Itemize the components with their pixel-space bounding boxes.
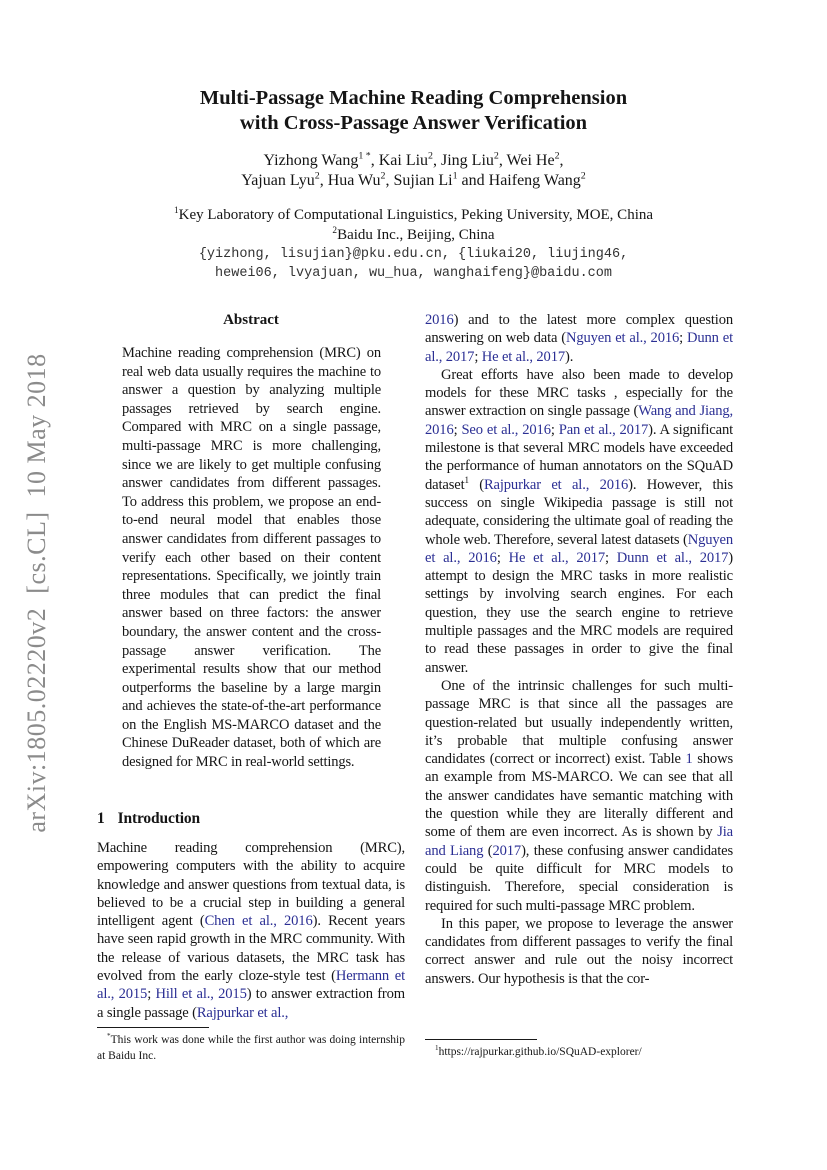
- citation-link[interactable]: Rajpurkar et al., 2016: [483, 476, 629, 493]
- paper-title-line2: with Cross-Passage Answer Verification: [239, 112, 588, 134]
- text-run: https://rajpurkar.github.io/SQuAD-explorer/: [438, 1046, 642, 1058]
- section-number: 1: [97, 810, 105, 827]
- text-run: 1: [452, 170, 458, 182]
- text-run: , Sujian Li: [385, 172, 453, 189]
- footnote-rule: [425, 1039, 537, 1040]
- text-run: (: [483, 842, 493, 859]
- text-run: ;: [550, 421, 559, 438]
- text-run: 2: [380, 170, 386, 182]
- text-run: ). Recent years have seen rapid growth in the MRC community. With the release of various datasets, the MRC task has evolved from the early cloze-style test (: [97, 913, 405, 985]
- citation-link[interactable]: Nguyen et al., 2016: [565, 330, 680, 347]
- text-run: Yizhong Wang: [263, 152, 359, 169]
- paper-title-line1: Multi-Passage Machine Reading Comprehension: [199, 87, 628, 109]
- citation-link[interactable]: Pan et al., 2017: [558, 421, 649, 438]
- text-run: , Jing Liu: [433, 152, 494, 169]
- abstract-heading: Abstract: [223, 312, 279, 328]
- abstract-body: [122, 344, 381, 790]
- text-run: Machine reading comprehension (MRC) on real web data usually requires the machine to answer a question by analyzing multiple passages retrieved by search engine. Compared with MRC on a single passage, multi-passage MRC is more challenging, since we are likely to get multiple confusing answer candidates from different passages. To address this problem, we propose an end-to-end neural model that enables those answer candidates from different passages to verify each other based on their content representations. Specifically, we jointly train three modules that can predict the final answer based on three factors: the answer boundary, the answer content and the cross-passage answer verification. The experimental results show that our method outperforms the baseline by a large margin and achieves the state-of-the-art performance on the English MS-MARCO dataset and the Chinese DuReader dataset, both of which are designed for MRC in real-world settings.: [122, 345, 381, 771]
- text-run: 1 *: [358, 150, 371, 162]
- citation-link[interactable]: Dunn et al., 2017: [425, 330, 733, 365]
- citation-link[interactable]: Seo et al., 2016: [461, 421, 551, 438]
- text-run: Machine reading comprehension (MRC), empowering computers with the ability to acquire knowledge and answer questions from textual data, is believed to be a crucial step in building a general intelligent agent (: [97, 840, 405, 930]
- text-run: , Hua Wu: [319, 172, 381, 189]
- text-run: 2: [428, 150, 433, 162]
- paragraph: [425, 677, 733, 915]
- text-run: 2: [580, 170, 586, 182]
- right-column-flow: [425, 311, 733, 1025]
- citation-link[interactable]: He et al., 2017: [508, 549, 605, 566]
- citation-link[interactable]: Hill et al., 2015: [155, 986, 247, 1003]
- text-run: ), these confusing answer candidates could be quite difficult for MRC models to distinguish. Therefore, special consideration is required for such multi-passage MRC problem.: [425, 842, 733, 914]
- text-run: Baidu Inc., Beijing, China: [337, 226, 495, 243]
- section-heading-introduction: [97, 809, 405, 828]
- citation-link[interactable]: 2016: [425, 312, 454, 328]
- text-run: ;: [147, 986, 156, 1003]
- text-run: 1: [173, 206, 179, 216]
- text-run: ;: [605, 549, 617, 566]
- text-run: Key Laboratory of Computational Linguistics, Peking University, MOE, China: [178, 207, 654, 223]
- paper-header: [47, 86, 780, 283]
- text-run: , Kai Liu: [370, 152, 429, 169]
- text-run: Great efforts have also been made to develop models for these MRC tasks , especially for the answer extraction on single passage (: [425, 366, 733, 420]
- text-run: ;: [474, 348, 482, 365]
- footnote-left: [97, 1027, 405, 1064]
- arxiv-watermark: arXiv:1805.02220v2 [cs.CL] 10 May 2018: [22, 353, 51, 833]
- text-run: ,: [559, 152, 564, 169]
- email-line: {yizhong, lisujian}@pku.edu.cn, {liukai20, liujing46,: [198, 247, 629, 262]
- citation-link[interactable]: 1: [685, 751, 693, 768]
- paragraph: [425, 311, 733, 366]
- text-run: This work was done while the first author was doing internship at Baidu Inc.: [97, 1034, 405, 1062]
- text-run: ;: [496, 549, 509, 566]
- text-run: shows an example from MS-MARCO. We can see that all the answer candidates have semantic matching with the question while they are literally different and some of them are even incorrect. As is shown by: [425, 751, 733, 841]
- text-run: and Haifeng Wang: [457, 172, 581, 189]
- paragraph: [97, 839, 405, 1022]
- text-run: ) attempt to design the MRC tasks in more realistic settings by involving search engines. For each question, they use the search engine to retrieve multiple passages and the MRC models are required to read these passages in order to give the final answer.: [425, 549, 733, 676]
- text-run: 2: [332, 225, 338, 236]
- citation-link[interactable]: Hermann et al., 2015: [97, 968, 405, 1003]
- citation-link[interactable]: He et al., 2017: [481, 348, 565, 365]
- text-run: 1: [464, 474, 469, 485]
- affiliation-line: [47, 206, 780, 226]
- footnote-text: [97, 1033, 405, 1064]
- text-run: ;: [679, 330, 687, 347]
- citation-link[interactable]: Chen et al., 2016: [204, 913, 313, 930]
- citation-link[interactable]: Jia and Liang: [425, 824, 733, 859]
- footnote-rule: [97, 1027, 209, 1028]
- introduction-body: [97, 839, 405, 1025]
- abstract-paragraph: [122, 344, 381, 772]
- author-line: [47, 151, 780, 171]
- text-run: 2: [554, 150, 560, 162]
- text-run: 2: [314, 170, 320, 182]
- text-run: One of the intrinsic challenges for such multi-passage MRC is that since all the passages are question-related but usually independently written, it’s probable that multiple confusing answer candidates (correct or incorrect) exist. Table: [425, 677, 733, 768]
- citation-link[interactable]: Dunn et al., 2017: [616, 549, 729, 566]
- right-column: [425, 311, 733, 1025]
- affiliation-line: [47, 226, 780, 246]
- text-run: ).: [565, 348, 574, 365]
- text-run: ). However, this success on single Wikipedia passage is still not adequate, considering the ultimate goal of reading the whole web. Therefore, several latest datasets (: [425, 476, 733, 548]
- email-line: hewei06, lvyajuan, wu_hua, wanghaifeng}@baidu.com: [215, 266, 612, 281]
- text-run: *: [107, 1032, 111, 1041]
- paragraph: [425, 366, 733, 677]
- author-line: [47, 171, 780, 191]
- footnote-right: [425, 1039, 733, 1061]
- text-run: Yajuan Lyu: [241, 172, 315, 189]
- footnote-text: [425, 1045, 733, 1061]
- text-run: In this paper, we propose to leverage the answer candidates from different passages to verify the final correct answer and rule out the noisy incorrect answers. Our hypothesis is that the cor-: [425, 915, 733, 987]
- text-run: 1: [435, 1044, 439, 1053]
- left-column: [97, 311, 405, 1025]
- citation-link[interactable]: Wang and Jiang, 2016: [425, 403, 733, 438]
- citation-link[interactable]: Rajpurkar et al.,: [196, 1004, 289, 1021]
- text-run: ;: [453, 421, 462, 438]
- paragraph: [425, 915, 733, 988]
- text-run: , Wei He: [498, 152, 555, 169]
- text-run: ) and to the latest more complex question answering on web data (: [425, 312, 733, 347]
- author-block: [47, 151, 780, 191]
- text-run: 2: [493, 150, 499, 162]
- affiliation-block: [47, 206, 780, 283]
- text-run: ) to answer extraction from a single passage (: [97, 986, 405, 1021]
- text-run: ). A significant milestone is that several MRC models have exceeded the performance of human annotators on the SQuAD dataset: [425, 421, 733, 493]
- section-title: Introduction: [117, 810, 200, 827]
- citation-link[interactable]: Nguyen et al., 2016: [425, 531, 733, 566]
- text-run: (: [468, 476, 484, 493]
- citation-link[interactable]: 2017: [492, 842, 522, 859]
